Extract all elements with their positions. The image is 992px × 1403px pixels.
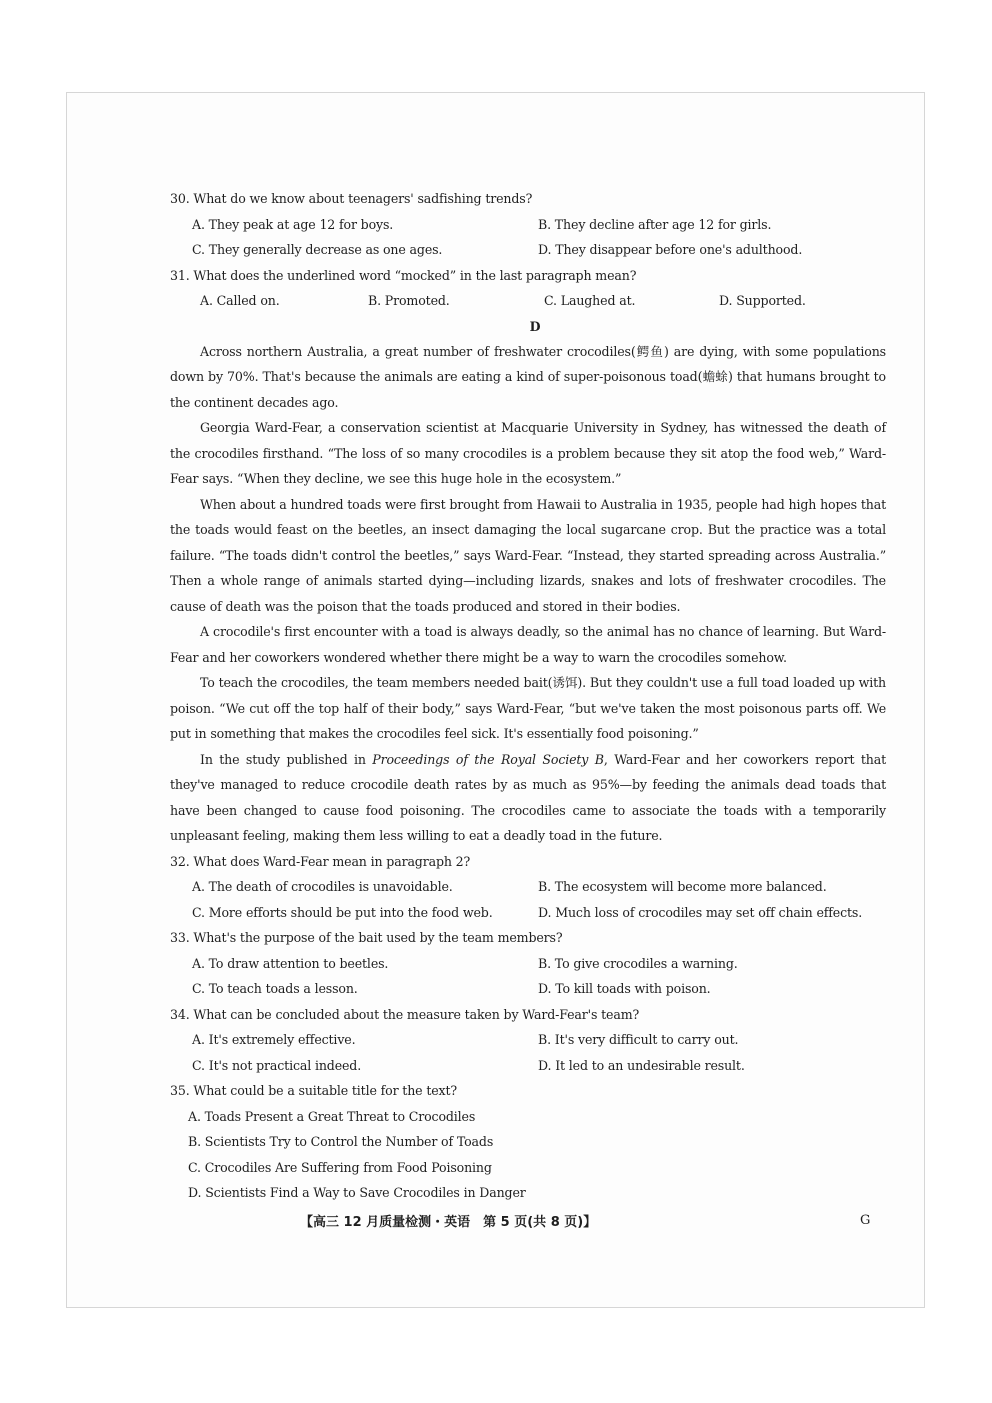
passage-paragraph-4: A crocodile's first encounter with a toad is always deadly, so the animal has no chance of learning. But Ward-Fear and her coworkers wondered whether there might be a way to warn the crocodiles somehow. — [170, 624, 886, 665]
passage-paragraph-3: When about a hundred toads were first brought from Hawaii to Australia in 1935, people had high hopes that the toads would feast on the beetles, an insect damaging the local sugarcane crop. But the practice was a total failure. “The toads didn't control the beetles,” says Ward-Fear. “Instead, they started spreading across Australia.” Then a whole range of animals started dying—including lizards, snakes and lots of freshwater crocodiles. The cause of death was the poison that the toads produced and stored in their bodies. — [170, 496, 886, 614]
question-32: 32. What does Ward-Fear mean in paragraph 2? — [170, 853, 471, 869]
q35-option-a: A. Toads Present a Great Threat to Crocodiles — [188, 1108, 476, 1124]
page-footer: 【高三 12 月质量检测・英语 第 5 页(共 8 页)】 — [300, 1215, 597, 1230]
q33-options-row-2 — [170, 976, 890, 1002]
paragraph-6-rest: , Ward-Fear and her coworkers report that they've managed to reduce crocodile death rates by as much as 95%—by feeding the animals dead toads that have been changed to cause food poisoning. The crocodiles came to associate the toads with a temporarily unpleasant feeling, making them less willing to eat a deadly toad in the future. — [170, 751, 887, 843]
q30-option-a: A. They peak at age 12 for boys. — [192, 216, 394, 232]
passage-paragraph-6 — [170, 747, 890, 849]
corner-mark: G — [860, 1213, 871, 1228]
q32-options-row-1 — [170, 874, 890, 900]
question-35: 35. What could be a suitable title for the text? — [170, 1083, 458, 1098]
paragraph-6-start: In the study published in — [200, 751, 373, 767]
q35-option-b: B. Scientists Try to Control the Number of Toads — [188, 1134, 494, 1149]
q33-options-row-1 — [170, 951, 890, 977]
passage-paragraph-2: Georgia Ward-Fear, a conservation scientist at Macquarie University in Sydney, has witnessed the death of the crocodiles firsthand. “The loss of so many crocodiles is a problem because they sit atop the food web,” Ward-Fear says. “When they decline, we see this huge hole in the ecosystem.” — [170, 420, 886, 486]
section-heading: D — [529, 318, 541, 334]
q32-options-row-2 — [170, 900, 890, 926]
passage-paragraph-5: To teach the crocodiles, the team members needed bait(诱饵). But they couldn't use a full toad loaded up with poison. “We cut off the top half of their body,” says Ward-Fear, “but we've taken the most poisonous parts off. We put in something that makes the crocodiles feel sick. It's essentially food poisoning.” — [170, 675, 886, 741]
q31-option-d: D. Supported. — [719, 293, 806, 308]
q34-option-c: C. It's not practical indeed. — [192, 1057, 362, 1073]
q31-option-a: A. Called on. — [200, 293, 280, 308]
q30-option-b: B. They decline after age 12 for girls. — [538, 216, 772, 232]
exam-sheet — [170, 186, 890, 1206]
question-30: 30. What do we know about teenagers' sadfishing trends? — [170, 191, 533, 206]
q34-option-a: A. It's extremely effective. — [192, 1032, 356, 1047]
question-31: 31. What does the underlined word “mocked” in the last paragraph mean? — [170, 267, 637, 283]
q34-options-row-1 — [170, 1027, 890, 1053]
q34-option-b: B. It's very difficult to carry out. — [538, 1032, 739, 1047]
q35-option-c: C. Crocodiles Are Suffering from Food Poisoning — [188, 1159, 492, 1175]
q31-option-c: C. Laughed at. — [544, 293, 636, 308]
q34-option-d: D. It led to an undesirable result. — [538, 1057, 745, 1073]
q33-option-b: B. To give crocodiles a warning. — [538, 955, 738, 971]
q30-options-row-1 — [170, 212, 890, 238]
q33-option-d: D. To kill toads with poison. — [538, 981, 711, 996]
passage-paragraph-1: Across northern Australia, a great number of freshwater crocodiles(鳄鱼) are dying, with some populations down by 70%. That's because the animals are eating a kind of super-poisonous toad(蟾蜍) that humans brought to the continent decades ago. — [170, 343, 886, 410]
q33-option-a: A. To draw attention to beetles. — [192, 955, 389, 971]
q35-option-d: D. Scientists Find a Way to Save Crocodiles in Danger — [188, 1185, 526, 1200]
question-34: 34. What can be concluded about the measure taken by Ward-Fear's team? — [170, 1006, 640, 1022]
q30-option-d: D. They disappear before one's adulthood. — [538, 242, 803, 257]
q32-option-b: B. The ecosystem will become more balanced. — [538, 879, 827, 894]
q30-option-c: C. They generally decrease as one ages. — [192, 242, 443, 257]
q32-option-c: C. More efforts should be put into the food web. — [192, 904, 493, 920]
q31-option-b: B. Promoted. — [368, 293, 450, 308]
journal-title: Proceedings of the Royal Society B — [372, 751, 604, 767]
q33-option-c: C. To teach toads a lesson. — [192, 981, 358, 996]
question-33: 33. What's the purpose of the bait used by the team members? — [170, 930, 563, 945]
q32-option-d: D. Much loss of crocodiles may set off chain effects. — [538, 904, 863, 920]
q31-options — [170, 288, 890, 314]
q30-options-row-2 — [170, 237, 890, 263]
q32-option-a: A. The death of crocodiles is unavoidable. — [192, 879, 453, 894]
q34-options-row-2 — [170, 1053, 890, 1079]
